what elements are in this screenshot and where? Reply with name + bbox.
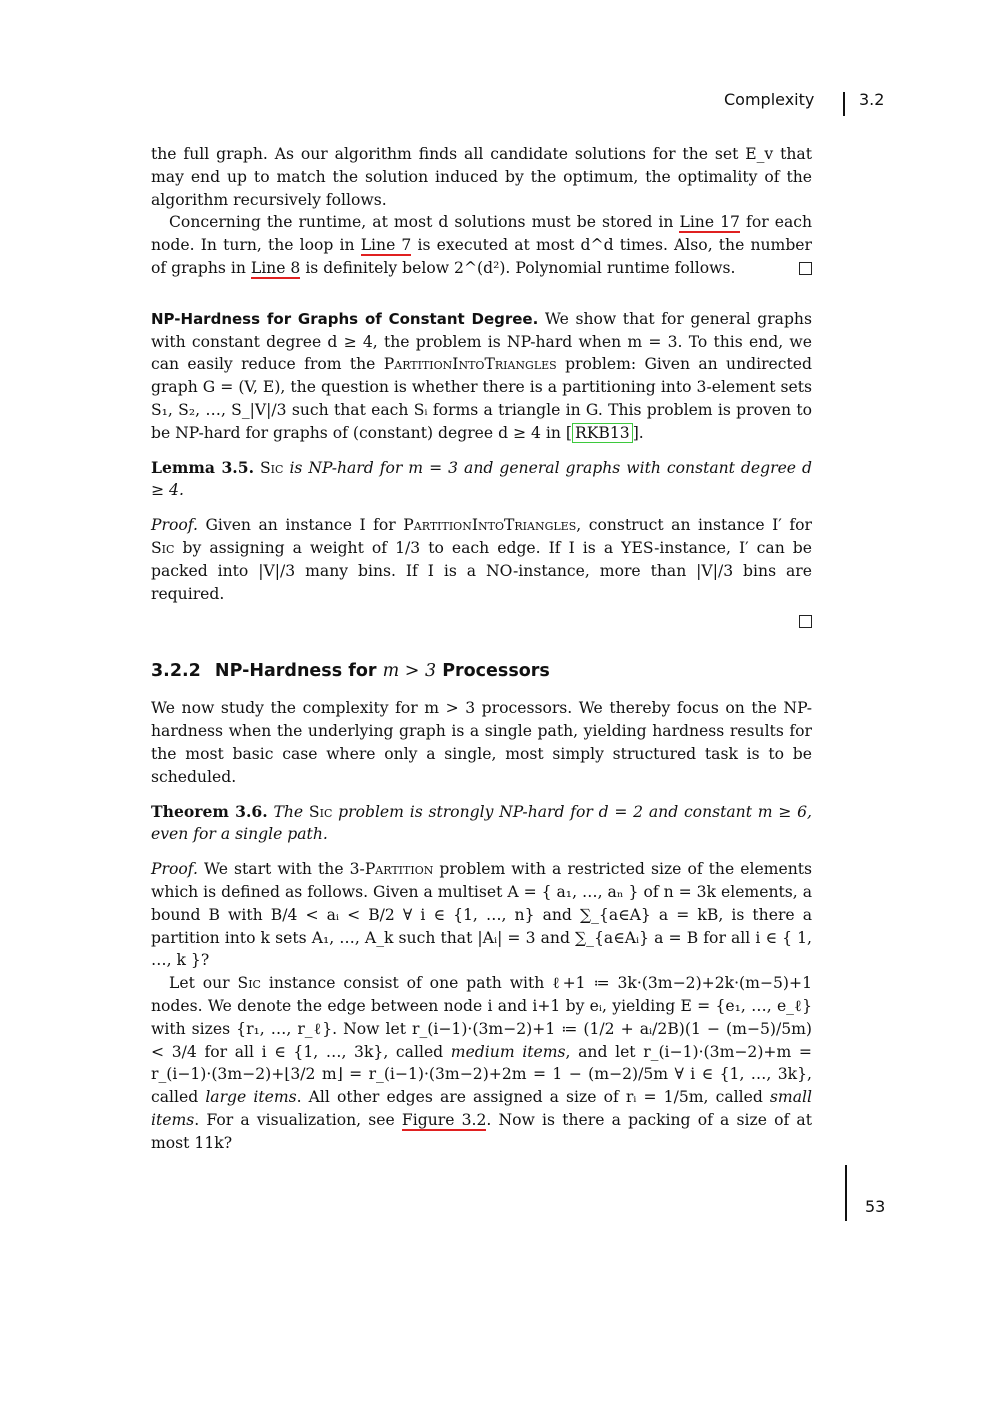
line-17-link[interactable]: Line 17 — [679, 213, 740, 232]
page-body — [151, 143, 812, 1154]
line-7-link[interactable]: Line 7 — [360, 236, 412, 255]
page-footer — [845, 1165, 925, 1225]
proof-label: Proof. — [151, 860, 198, 879]
section-heading: 3.2.2 NP-Hardness for m > 3 Processors — [151, 661, 550, 682]
lemma-proof: Proof. Given an instance I for PartitionIntoTriangles, construct an instance I′ for Sic by assigning a weight of 1/3 to each edge. If I is a YES-instance, I′ can be packed into |V|/3 many bins. If I is a NO-instance, more than |V|/3 bins are required. — [151, 516, 812, 603]
np-constant-degree-paragraph: NP-Hardness for Graphs of Constant Degree. We show that for general graphs with constant degree d ≥ 4, the problem is NP-hard when m = 3. To this end, we can easily reduce from the PartitionIntoTriangles problem: Given an undirected graph G = (V, E), the question is whether there is a partitioning into 3-element sets S₁, S₂, …, S_|V|/3 such that each Sᵢ forms a triangle in G. This problem is proven to be NP-hard for graphs of (constant) degree d ≥ 4 in [ RKB13 ]. — [151, 309, 812, 442]
page-number: 53 — [865, 1197, 886, 1216]
lemma-label: Lemma 3.5. — [151, 457, 255, 477]
theorem-proof-paragraph-2: Let our Sic instance consist of one path with ℓ+1 ≔ 3k·(3m−2)+2k·(m−5)+1 nodes. We denote the edge between node i and i+1 by eᵢ, yielding E = {e₁, …, e_ℓ} with sizes {r₁, …, r_ℓ}. Now let r_(i−1)·(3m−2)+1 ≔ (1/2 + aᵢ/2B)(1 − (m−5)/5m) < 3/4 for all i ∈ {1, …, 3k}, called medium items, and let r_(i−1)·(3m−2)+m = r_(i−1)·(3m−2)+⌊3/2 m⌋ = r_(i−1)·(3m−2)+2m = 1 − (m−2)/5m ∀ i ∈ {1, …, 3k}, called large items. All other edges are assigned a size of rᵢ = 1/5m, called small items. For a visualization, see Figure 3.2. Now is there a packing of a size of at most 11k? — [151, 974, 812, 1152]
qed-symbol — [799, 615, 812, 628]
theorem-label: Theorem 3.6. — [151, 801, 268, 821]
citation-link[interactable]: RKB13 — [572, 423, 633, 443]
intro-paragraph: the full graph. As our algorithm finds all candidate solutions for the set E_v that may end up to match the solution induced by the optimum, the optimality of the algorithm recursively follows. — [151, 145, 812, 209]
section-intro-paragraph: We now study the complexity for m > 3 processors. We thereby focus on the NP-hardness when the underlying graph is a single path, yielding hardness results for the most basic case where only a single, most simply structured task is to be scheduled. — [151, 699, 812, 786]
header-section-number: 3.2 — [859, 90, 885, 109]
runtime-paragraph: Concerning the runtime, at most d solutions must be stored in Line 17 for each node. In turn, the loop in Line 7 is executed at most d^d times. Also, the number of graphs in Line 8 is definitely below 2^(d²). Polynomial runtime follows. — [151, 213, 813, 277]
header-rule — [843, 92, 845, 116]
footer-rule — [845, 1165, 847, 1221]
theorem-3-6: Theorem 3.6. The Sic problem is strongly NP-hard for d = 2 and constant m ≥ 6, even for a single path. — [151, 801, 812, 844]
header-chapter-title: Complexity — [724, 90, 815, 109]
figure-3-2-link[interactable]: Figure 3.2 — [401, 1110, 487, 1129]
theorem-proof-paragraph-1: Proof. We start with the 3-Partition problem with a restricted size of the elements which is defined as follows. Given a multiset A = { a₁, …, aₙ } of n = 3k elements, a bound B with B/4 < aᵢ < B/2 ∀ i ∈ {1, …, n} and ∑_{a∈A} a = kB, is there a partition into k sets A₁, …, A_k such that |Aᵢ| = 3 and ∑_{a∈Aᵢ} a = B for all i ∈ { 1, …, k }? — [151, 860, 813, 970]
lemma-3-5: Lemma 3.5. Sic is NP-hard for m = 3 and general graphs with constant degree d ≥ 4. — [151, 457, 812, 500]
line-8-link[interactable]: Line 8 — [250, 258, 301, 277]
qed-symbol — [799, 262, 812, 275]
paragraph-heading: NP-Hardness for Graphs of Constant Degree. — [151, 309, 539, 328]
proof-label: Proof. — [151, 516, 198, 535]
running-header — [700, 88, 900, 118]
section-number: 3.2.2 — [151, 661, 201, 682]
qed-line — [151, 609, 812, 631]
problem-name: PartitionIntoTriangles — [383, 355, 557, 374]
